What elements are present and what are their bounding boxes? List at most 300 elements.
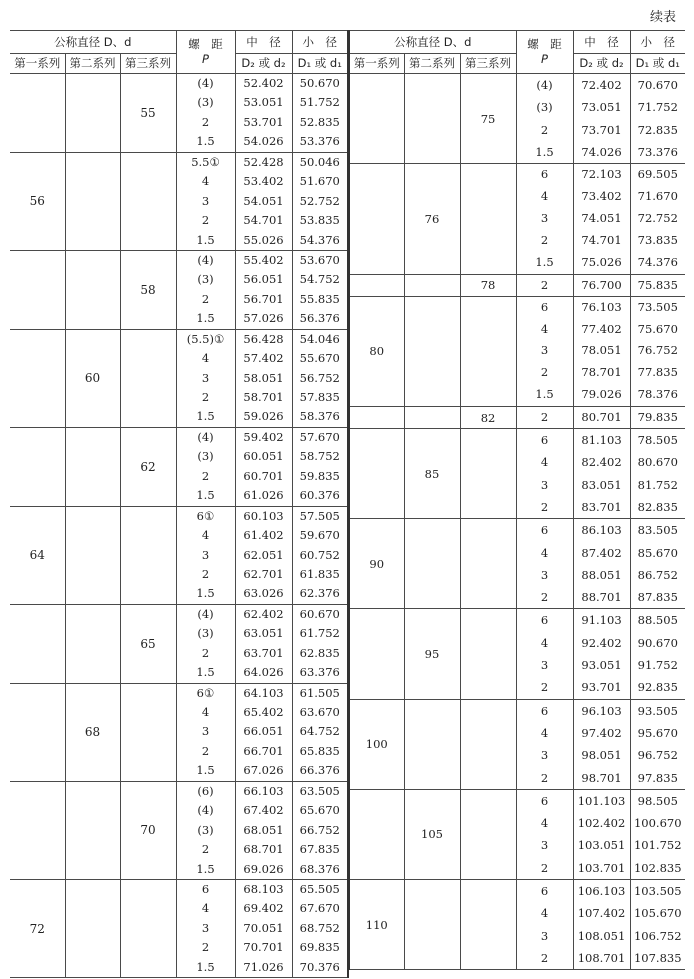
thread-group-row: [10, 781, 348, 879]
value-line: 2: [201, 390, 210, 404]
value-line: 92.835: [637, 680, 678, 695]
value-line: 4: [540, 635, 549, 650]
pitch-diameter-cell: [235, 781, 292, 879]
value-line: 1.5: [535, 387, 554, 402]
pitch-cell: [516, 609, 573, 699]
pitch-header-label: 螺 距: [188, 37, 223, 51]
value-line: 2: [540, 590, 549, 605]
thread-group-row: [10, 250, 348, 329]
value-line: 63.376: [299, 665, 340, 680]
value-line: 71.752: [637, 100, 678, 115]
value-line: 53.701: [243, 114, 284, 129]
thread-group-row: [349, 519, 685, 609]
value-line: 93.505: [637, 703, 678, 718]
value-line: 93.701: [581, 680, 622, 695]
minor-diameter-cell: [292, 74, 348, 153]
minor-diameter-cell: [630, 519, 685, 609]
series3-header: 第三系列: [120, 54, 176, 74]
nominal-s3-cell: [120, 683, 176, 781]
minor-diameter-cell: [630, 609, 685, 699]
value-line: (4): [197, 429, 214, 444]
value-line: 68.051: [243, 822, 284, 837]
value-line: 4: [201, 901, 210, 916]
thread-group-row: [349, 164, 685, 274]
nominal-s1-cell: [10, 329, 65, 427]
thread-group-row: [349, 609, 685, 699]
value-line: 4: [540, 906, 549, 921]
pitch-diameter-cell: [235, 683, 292, 781]
value-line: 107.402: [577, 906, 626, 921]
value-line: 105.670: [633, 906, 682, 921]
nominal-s1-cell: 90: [349, 519, 404, 609]
value-line: (6): [197, 783, 214, 798]
minor-diameter-cell: [630, 74, 685, 164]
value-line: 73.701: [581, 122, 622, 137]
pitch-diameter-cell: [573, 296, 630, 406]
value-line: 68.701: [243, 842, 284, 857]
value-line: 63.051: [243, 626, 284, 641]
pitch-diameter-cell: [573, 429, 630, 519]
series3-header-right: 第三系列: [460, 54, 516, 74]
pitch-cell: [516, 699, 573, 789]
nominal-s1-cell: 100: [349, 699, 404, 789]
value-line: 70.376: [299, 959, 340, 974]
value-line: 68.103: [243, 881, 284, 896]
value-line: 3: [540, 210, 549, 225]
nominal-s3-cell: [460, 880, 516, 970]
value-line: 76.752: [637, 343, 678, 358]
value-line: 3: [540, 567, 549, 582]
value-line: 86.752: [637, 567, 678, 582]
nominal-s1-cell: [349, 609, 404, 699]
value-line: 6: [540, 299, 549, 314]
thread-group-row: [349, 429, 685, 519]
pitch-cell: [176, 329, 235, 427]
nominal-s1-cell: [10, 74, 65, 153]
thread-group-row: [349, 296, 685, 406]
thread-group-row: [10, 506, 348, 604]
pitch-diameter-cell: [573, 407, 630, 429]
nominal-s1-cell: 64: [10, 506, 65, 604]
minor-diameter-cell: [630, 880, 685, 970]
value-line: 83.505: [637, 523, 678, 538]
value-line: 1.5: [196, 861, 215, 876]
value-line: 57.670: [299, 429, 340, 444]
value-line: 53.402: [243, 174, 284, 189]
value-line: 6: [540, 433, 549, 448]
value-line: 71.026: [243, 959, 284, 974]
nominal-s1-cell: [10, 604, 65, 683]
nominal-s3-cell: [460, 519, 516, 609]
value-line: 74.376: [637, 254, 678, 269]
value-line: 96.752: [637, 748, 678, 763]
value-line: 59.835: [299, 468, 340, 483]
pitch-diameter-symbol-right: D₂ 或 d₂: [573, 54, 630, 74]
value-line: (4): [197, 252, 214, 267]
nominal-s1-cell: [10, 427, 65, 506]
nominal-s2-cell: 85: [404, 429, 460, 519]
value-line: 88.051: [581, 567, 622, 582]
value-line: 58.752: [299, 449, 340, 464]
value-line: 4: [540, 725, 549, 740]
value-line: 58.376: [299, 409, 340, 424]
value-line: 67.026: [243, 763, 284, 778]
value-line: 88.505: [637, 613, 678, 628]
value-line: 53.670: [299, 252, 340, 267]
pitch-diameter-cell: [573, 519, 630, 609]
value-line: 4: [540, 455, 549, 470]
value-line: 56.701: [243, 291, 284, 306]
pitch-cell: [176, 604, 235, 683]
nominal-s1-cell: [349, 164, 404, 274]
value-line: 74.051: [581, 210, 622, 225]
value-line: 74.026: [581, 144, 622, 159]
value-line: 61.026: [243, 488, 284, 503]
pitch-cell: [176, 250, 235, 329]
minor-diameter-cell: [292, 879, 348, 977]
value-line: 1.5: [196, 311, 215, 326]
value-line: 60.376: [299, 488, 340, 503]
value-line: 3: [540, 748, 549, 763]
minor-diameter-cell: [630, 164, 685, 274]
value-line: 83.701: [581, 499, 622, 514]
pitch-header-right: [516, 31, 573, 74]
value-line: 1.5: [535, 144, 554, 159]
thread-group-row: [10, 427, 348, 506]
value-line: 1.5: [196, 959, 215, 974]
thread-group-row: [10, 683, 348, 781]
value-line: 57.026: [243, 311, 284, 326]
value-line: 2: [201, 940, 210, 955]
value-line: 95.670: [637, 725, 678, 740]
value-line: 93.051: [581, 658, 622, 673]
minor-diameter-cell: [292, 152, 348, 250]
value-line: 4: [540, 816, 549, 831]
pitch-cell: [516, 429, 573, 519]
thread-group-row: [10, 152, 348, 250]
value-line: 4: [201, 528, 210, 543]
nominal-s2-cell: 76: [404, 164, 460, 274]
minor-diameter-cell: [630, 407, 685, 429]
value-line: 76.103: [581, 299, 622, 314]
value-line: 6: [540, 613, 549, 628]
value-line: 54.376: [299, 232, 340, 247]
thread-group-row: [10, 329, 348, 427]
value-line: 56.376: [299, 311, 340, 326]
value-line: 3: [201, 193, 210, 208]
value-line: 3: [201, 724, 210, 739]
nominal-s2-cell: [404, 74, 460, 164]
value-line: 98.051: [581, 748, 622, 763]
pitch-diameter-cell: [573, 74, 630, 164]
nominal-s3-cell: 58: [120, 250, 176, 329]
nominal-s3-cell: [120, 879, 176, 977]
series1-header: 第一系列: [10, 54, 65, 74]
value-line: 60.103: [243, 508, 284, 523]
value-line: 72.402: [581, 78, 622, 92]
thread-table-left: [10, 30, 349, 978]
nominal-s3-cell: 70: [120, 781, 176, 879]
value-line: 79.026: [581, 387, 622, 402]
pitch-diameter-cell: [235, 250, 292, 329]
value-line: 54.752: [299, 272, 340, 287]
value-line: 66.752: [299, 822, 340, 837]
value-line: 3: [201, 547, 210, 562]
minor-diameter-symbol-right: D₁ 或 d₁: [630, 54, 685, 74]
value-line: 69.402: [243, 901, 284, 916]
value-line: 60.051: [243, 449, 284, 464]
minor-diameter-cell: [292, 250, 348, 329]
value-line: 6: [540, 167, 549, 182]
value-line: 2: [540, 499, 549, 514]
pitch-diameter-cell: [573, 164, 630, 274]
value-line: 74.701: [581, 232, 622, 247]
value-line: 68.752: [299, 920, 340, 935]
value-line: 98.505: [637, 793, 678, 808]
pitch-cell: [516, 789, 573, 879]
value-line: 57.835: [299, 390, 340, 404]
nominal-s1-cell: [349, 407, 404, 429]
pitch-cell: [516, 519, 573, 609]
nominal-s2-cell: 105: [404, 789, 460, 879]
nominal-s2-cell: 60: [65, 329, 120, 427]
value-line: 63.505: [299, 783, 340, 798]
value-line: 77.835: [637, 365, 678, 380]
value-line: 60.752: [299, 547, 340, 562]
value-line: 75.670: [637, 321, 678, 336]
value-line: 56.752: [299, 370, 340, 385]
value-line: 102.835: [633, 860, 682, 875]
pitch-diameter-cell: [235, 427, 292, 506]
value-line: 6: [540, 793, 549, 808]
value-line: 71.670: [637, 189, 678, 204]
value-line: 85.670: [637, 545, 678, 560]
value-line: 4: [201, 351, 210, 366]
value-line: 52.752: [299, 193, 340, 208]
value-line: 58.051: [243, 370, 284, 385]
nominal-s3-cell: [120, 152, 176, 250]
nominal-s2-cell: [65, 604, 120, 683]
value-line: 72.103: [581, 167, 622, 182]
value-line: 102.402: [577, 816, 626, 831]
nominal-s3-cell: [460, 429, 516, 519]
value-line: 55.026: [243, 232, 284, 247]
pitch-cell: [176, 781, 235, 879]
nominal-s2-cell: [65, 74, 120, 153]
value-line: 2: [540, 365, 549, 380]
pitch-diameter-cell: [235, 506, 292, 604]
value-line: 6: [540, 884, 549, 899]
value-line: 73.835: [637, 232, 678, 247]
value-line: 78.376: [637, 387, 678, 402]
pitch-diameter-header: 中 径: [235, 31, 292, 54]
thread-group-row: [349, 699, 685, 789]
pitch-diameter-symbol: D₂ 或 d₂: [235, 54, 292, 74]
value-line: 65.670: [299, 803, 340, 818]
value-line: 87.402: [581, 545, 622, 560]
value-line: 1.5: [196, 488, 215, 503]
value-line: 78.701: [581, 365, 622, 380]
pitch-diameter-cell: [573, 789, 630, 879]
nominal-s2-cell: [65, 427, 120, 506]
nominal-s3-cell: [460, 164, 516, 274]
value-line: 66.051: [243, 724, 284, 739]
value-line: 3: [540, 928, 549, 943]
thread-table-right: [348, 30, 685, 970]
nominal-s2-cell: [65, 781, 120, 879]
value-line: 88.701: [581, 590, 622, 605]
nominal-s3-cell: 82: [460, 407, 516, 429]
value-line: (3): [197, 95, 214, 110]
value-line: 65.505: [299, 881, 340, 896]
nominal-s2-cell: [404, 880, 460, 970]
value-line: 51.670: [299, 174, 340, 189]
value-line: 3: [540, 658, 549, 673]
minor-diameter-cell: [630, 699, 685, 789]
value-line: 6①: [196, 508, 215, 523]
thread-group-row: [349, 880, 685, 970]
value-line: (3): [536, 100, 553, 115]
value-line: 60.701: [243, 468, 284, 483]
value-line: 96.103: [581, 703, 622, 718]
value-line: 2: [540, 950, 549, 965]
value-line: 3: [540, 838, 549, 853]
value-line: 1.5: [196, 586, 215, 601]
value-line: 50.046: [299, 154, 340, 169]
value-line: 2: [201, 468, 210, 483]
minor-diameter-cell: [630, 789, 685, 879]
value-line: 67.835: [299, 842, 340, 857]
minor-diameter-cell: [292, 683, 348, 781]
pitch-cell: [176, 152, 235, 250]
value-line: 6: [540, 523, 549, 538]
value-line: 59.670: [299, 528, 340, 543]
pitch-diameter-cell: [573, 609, 630, 699]
value-line: 92.402: [581, 635, 622, 650]
value-line: 1.5: [196, 134, 215, 149]
value-line: 73.376: [637, 144, 678, 159]
pitch-cell: [516, 296, 573, 406]
nominal-s1-cell: [349, 274, 404, 296]
nominal-s3-cell: [120, 329, 176, 427]
value-line: 50.670: [299, 76, 340, 90]
value-line: 1.5: [196, 409, 215, 424]
value-line: 86.103: [581, 523, 622, 538]
value-line: 106.103: [577, 884, 626, 899]
value-line: (4): [197, 76, 214, 90]
thread-group-row: [349, 789, 685, 879]
value-line: 77.402: [581, 321, 622, 336]
pitch-diameter-cell: [235, 879, 292, 977]
value-line: 67.402: [243, 803, 284, 818]
value-line: 2: [201, 114, 210, 129]
value-line: 69.026: [243, 861, 284, 876]
minor-diameter-cell: [292, 781, 348, 879]
pitch-diameter-cell: [573, 699, 630, 789]
pitch-header-symbol-right: P: [541, 52, 548, 66]
pitch-diameter-header-right: 中 径: [573, 31, 630, 54]
value-line: 51.752: [299, 95, 340, 110]
value-line: 3: [540, 477, 549, 492]
nominal-s2-cell: [404, 519, 460, 609]
value-line: 101.752: [633, 838, 682, 853]
value-line: 69.835: [299, 940, 340, 955]
nominal-s3-cell: 55: [120, 74, 176, 153]
nominal-s1-cell: [10, 250, 65, 329]
minor-diameter-cell: [292, 604, 348, 683]
value-line: 61.505: [299, 685, 340, 700]
pitch-cell: [516, 407, 573, 429]
value-line: 78.505: [637, 433, 678, 448]
value-line: 73.505: [637, 299, 678, 314]
nominal-s2-cell: [404, 699, 460, 789]
value-line: 64.752: [299, 724, 340, 739]
nominal-s1-cell: 72: [10, 879, 65, 977]
minor-diameter-cell: [292, 329, 348, 427]
value-line: 75.026: [581, 254, 622, 269]
value-line: 2: [201, 743, 210, 758]
value-line: 107.835: [633, 950, 682, 965]
nominal-diameter-header-right: 公称直径 D、d: [349, 31, 516, 54]
nominal-s1-cell: 80: [349, 296, 404, 406]
value-line: 58.701: [243, 390, 284, 404]
value-line: 2: [540, 277, 549, 292]
value-line: 53.835: [299, 213, 340, 228]
pitch-cell: [516, 274, 573, 296]
value-line: 55.835: [299, 291, 340, 306]
nominal-s3-cell: [120, 506, 176, 604]
value-line: 64.103: [243, 685, 284, 700]
value-line: 106.752: [633, 928, 682, 943]
value-line: 80.701: [581, 410, 622, 425]
nominal-s1-cell: [10, 683, 65, 781]
value-line: 70.701: [243, 940, 284, 955]
minor-diameter-header-right: 小 径: [630, 31, 685, 54]
value-line: 103.051: [577, 838, 626, 853]
value-line: (3): [197, 822, 214, 837]
value-line: 91.752: [637, 658, 678, 673]
value-line: 61.402: [243, 528, 284, 543]
value-line: 6: [540, 703, 549, 718]
nominal-s2-cell: [404, 274, 460, 296]
value-line: 3: [540, 343, 549, 358]
value-line: 4: [201, 174, 210, 189]
value-line: 2: [201, 291, 210, 306]
value-line: 101.103: [577, 793, 626, 808]
value-line: 3: [201, 370, 210, 385]
value-line: 6①: [196, 685, 215, 700]
value-line: 1.5: [196, 232, 215, 247]
value-line: 78.051: [581, 343, 622, 358]
nominal-s1-cell: [349, 429, 404, 519]
value-line: 54.051: [243, 193, 284, 208]
pitch-header-label-right: 螺 距: [527, 37, 562, 51]
thread-group-row: [349, 74, 685, 164]
value-line: (4): [197, 606, 214, 621]
value-line: 97.835: [637, 770, 678, 785]
series2-header-right: 第二系列: [404, 54, 460, 74]
value-line: 52.835: [299, 114, 340, 129]
nominal-s1-cell: 56: [10, 152, 65, 250]
value-line: 103.701: [577, 860, 626, 875]
value-line: 66.701: [243, 743, 284, 758]
nominal-s3-cell: 65: [120, 604, 176, 683]
value-line: (3): [197, 626, 214, 641]
nominal-s2-cell: [404, 296, 460, 406]
value-line: 56.428: [243, 331, 284, 346]
minor-diameter-cell: [630, 274, 685, 296]
pitch-diameter-cell: [235, 74, 292, 153]
